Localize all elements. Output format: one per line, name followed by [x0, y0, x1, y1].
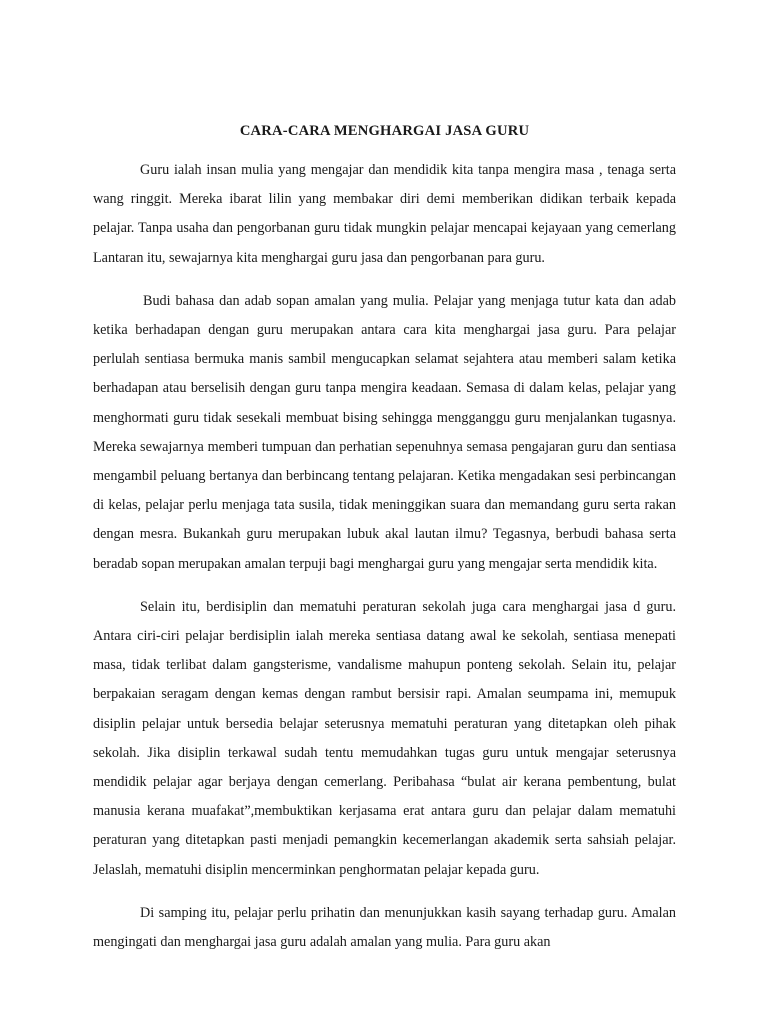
- paragraph-disiplin: Selain itu, berdisiplin dan mematuhi peraturan sekolah juga cara menghargai jasa d guru. Antara ciri-ciri pelajar berdisiplin ialah mereka sentiasa datang awal ke sekolah, sentiasa menepati masa, tidak terlibat dalam gangsterisme, vandalisme mahupun ponteng sekolah. Selain itu, pelajar berpakaian seragam dengan kemas dengan rambut bersisir rapi. Amalan seumpama ini, memupuk disiplin pelajar untuk bersedia belajar seterusnya mematuhi peraturan yang ditetapkan oleh pihak sekolah. Jika disiplin terkawal sudah tentu memudahkan tugas guru untuk mengajar seterusnya mendidik pelajar agar berjaya dengan cemerlang. Peribahasa “bulat air kerana pembentung, bulat manusia kerana muafakat”,membuktikan kerjasama erat antara guru dan pelajar dalam mematuhi peraturan yang ditetapkan pasti menjadi pemangkin kecemerlangan akademik serta sahsiah pelajar. Jelaslah, mematuhi disiplin mencerminkan penghormatan pelajar kepada guru.: [93, 598, 676, 878]
- paragraph-kasih-sayang: Di samping itu, pelajar perlu prihatin dan menunjukkan kasih sayang terhadap guru. Amalan mengingati dan menghargai jasa guru adalah amalan yang mulia. Para guru akan: [93, 904, 676, 951]
- document-body: [93, 156, 676, 971]
- paragraph-intro: Guru ialah insan mulia yang mengajar dan mendidik kita tanpa mengira masa , tenaga serta wang ringgit. Mereka ibarat lilin yang membakar diri demi memberikan didikan terbaik kepada pelajar. Tanpa usaha dan pengorbanan guru tidak mungkin pelajar mencapai kejayaan yang cemerlang Lantaran itu, sewajarnya kita menghargai guru jasa dan pengorbanan para guru.: [93, 162, 676, 266]
- paragraph-budi-bahasa: Budi bahasa dan adab sopan amalan yang mulia. Pelajar yang menjaga tutur kata dan adab ketika berhadapan dengan guru merupakan antara cara kita menghargai jasa guru. Para pelajar perlulah sentiasa bermuka manis sambil mengucapkan selamat sejahtera atau memberi salam ketika berhadapan atau berselisih dengan guru tanpa mengira keadaan. Semasa di dalam kelas, pelajar yang menghormati guru tidak sesekali membuat bising sehingga mengganggu guru menjalankan tugasnya. Mereka sewajarnya memberi tumpuan dan perhatian sepenuhnya semasa pengajaran guru dan sentiasa mengambil peluang bertanya dan berbincang tentang pelajaran. Ketika mengadakan sesi perbincangan di kelas, pelajar perlu menjaga tata susila, tidak meninggikan suara dan memandang guru serta rakan dengan mesra. Bukankah guru merupakan lubuk akal lautan ilmu? Tegasnya, berbudi bahasa serta beradab sopan merupakan amalan terpuji bagi menghargai guru yang mengajar serta mendidik kita.: [93, 292, 676, 572]
- document-title: CARA-CARA MENGHARGAI JASA GURU: [239, 123, 530, 139]
